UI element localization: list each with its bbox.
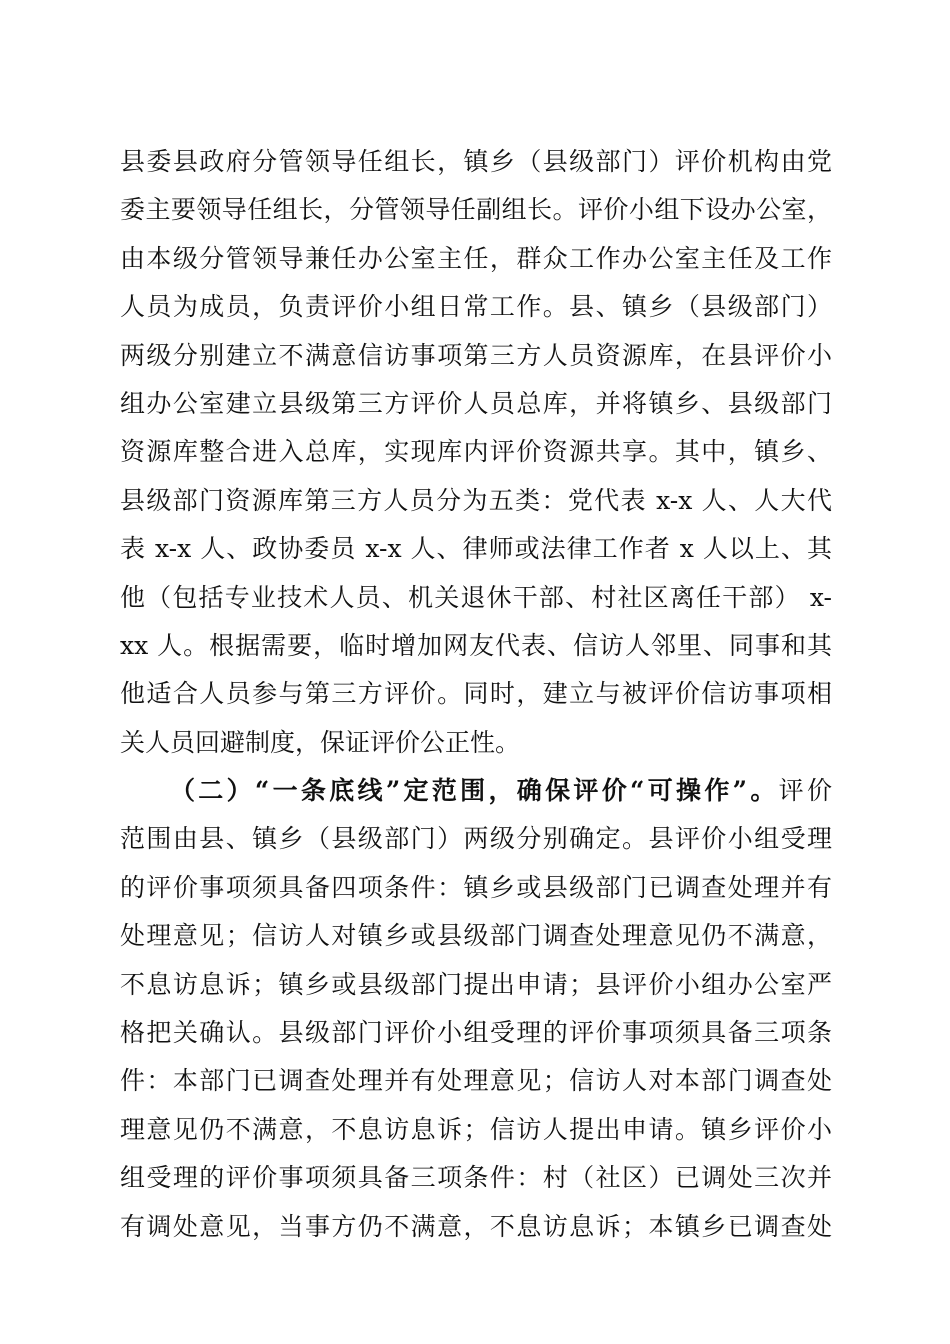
text-line: 他适合人员参与第三方评价。同时，建立与被评价信访事项相 (120, 679, 832, 709)
text-line: 格把关确认。县级部门评价小组受理的评价事项须具备三项条 (120, 1018, 832, 1048)
text-line: 县级部门资源库第三方人员分为五类：党代表 x-x 人、人大代 (120, 485, 832, 515)
paragraph-2 (120, 767, 832, 1251)
text-line: 他（包括专业技术人员、机关退休干部、村社区离任干部） x- (120, 582, 832, 612)
section-heading: （二）“一条底线”定范围，确保评价“可操作”。 (170, 776, 779, 806)
text-line: 件：本部门已调查处理并有处理意见；信访人对本部门调查处 (120, 1066, 832, 1096)
text-line: 组办公室建立县级第三方评价人员总库，并将镇乡、县级部门 (120, 388, 832, 418)
text-line: 组受理的评价事项须具备三项条件：村（社区）已调处三次并 (120, 1163, 832, 1193)
document-body (120, 138, 832, 1251)
text-line: 不息访息诉；镇乡或县级部门提出申请；县评价小组办公室严 (120, 969, 832, 999)
text-line: 的评价事项须具备四项条件：镇乡或县级部门已调查处理并有 (120, 872, 832, 902)
text-run: 评价 (778, 776, 832, 806)
text-line: 委主要领导任组长，分管领导任副组长。评价小组下设办公室， (120, 195, 832, 225)
text-line: 有调处意见，当事方仍不满意，不息访息诉；本镇乡已调查处 (120, 1211, 832, 1241)
text-line: xx 人。根据需要，临时增加网友代表、信访人邻里、同事和其 (120, 630, 832, 660)
paragraph-1 (120, 138, 832, 767)
text-line: 处理意见；信访人对镇乡或县级部门调查处理意见仍不满意， (120, 921, 832, 951)
text-line: 两级分别建立不满意信访事项第三方人员资源库，在县评价小 (120, 340, 832, 370)
text-line: 理意见仍不满意，不息访息诉；信访人提出申请。镇乡评价小 (120, 1114, 832, 1144)
text-line: 由本级分管领导兼任办公室主任，群众工作办公室主任及工作 (120, 243, 832, 273)
text-line: 人员为成员，负责评价小组日常工作。县、镇乡（县级部门） (120, 292, 832, 322)
text-line: 县委县政府分管领导任组长，镇乡（县级部门）评价机构由党 (120, 147, 832, 176)
text-line: 范围由县、镇乡（县级部门）两级分别确定。县评价小组受理 (120, 824, 832, 854)
text-line: 关人员回避制度，保证评价公正性。 (120, 727, 521, 757)
text-line: 资源库整合进入总库，实现库内评价资源共享。其中，镇乡、 (120, 437, 832, 467)
text-line: 表 x-x 人、政协委员 x-x 人、律师或法律工作者 x 人以上、其 (120, 534, 832, 564)
paragraph-first-line (120, 767, 832, 815)
